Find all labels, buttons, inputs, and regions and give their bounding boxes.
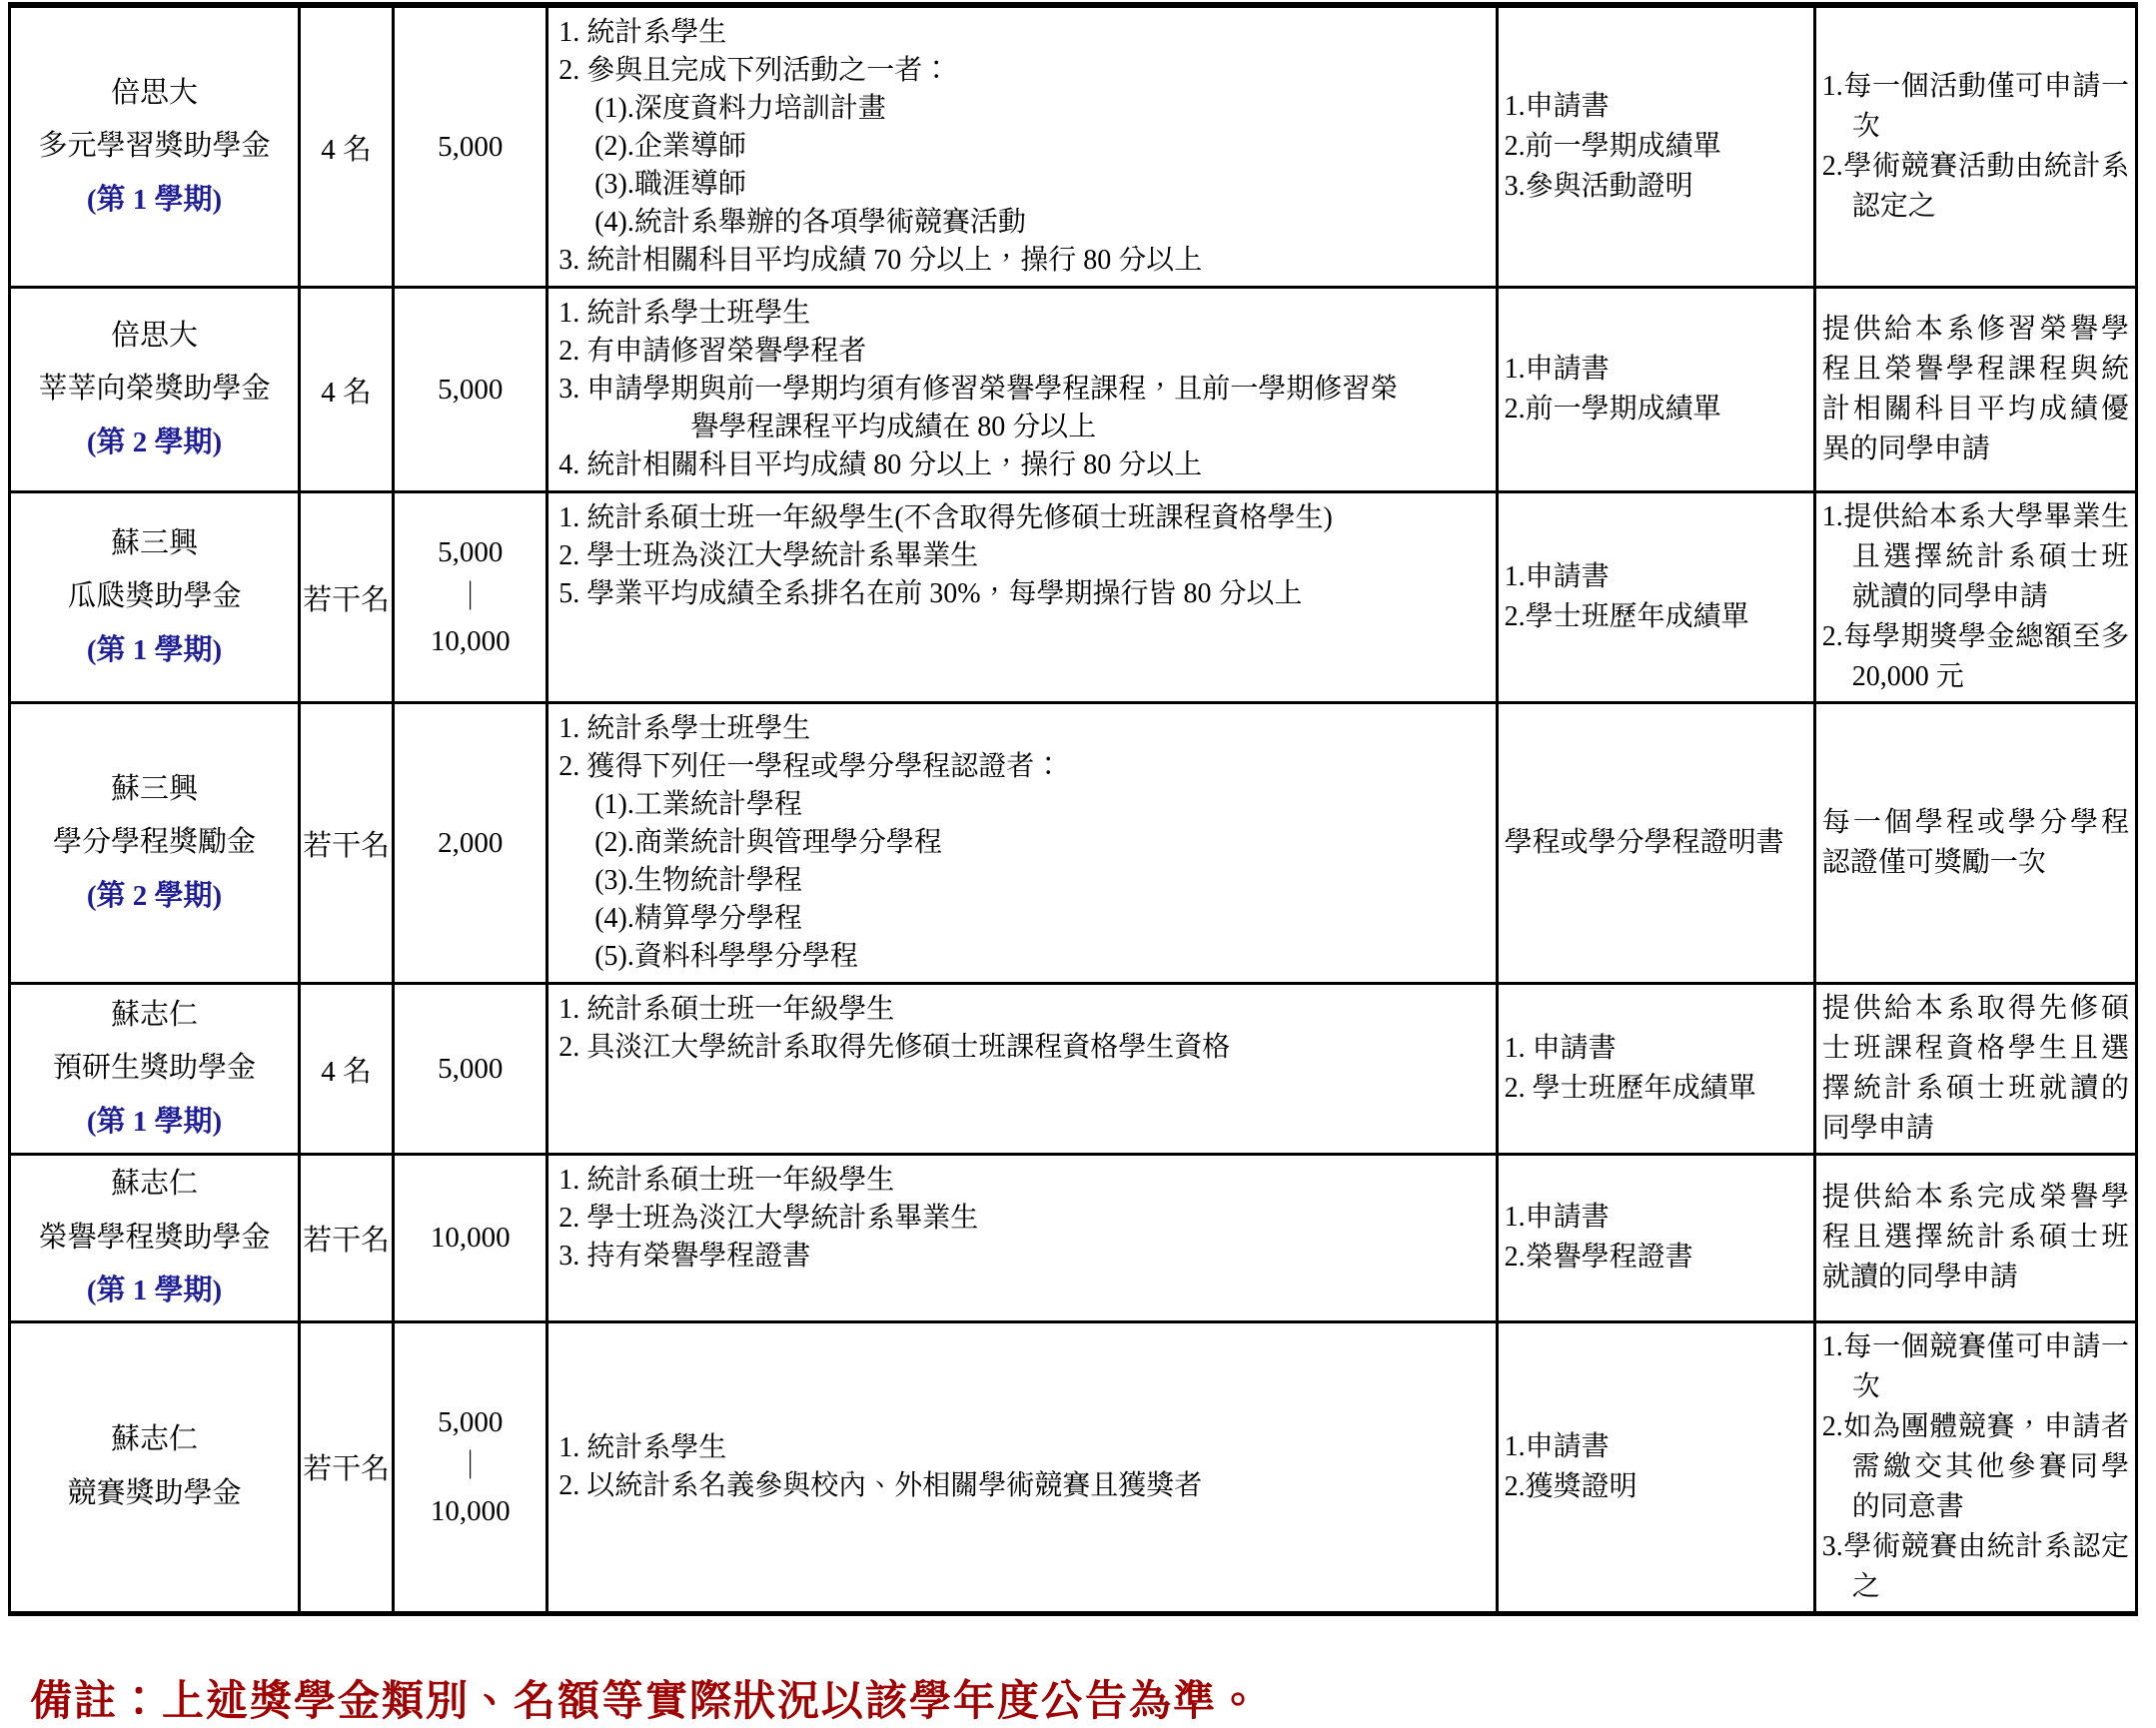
criteria-line: 4. 統計相關科目平均成績 80 分以上，操行 80 分以上	[558, 449, 1203, 480]
criteria-line: 5. 學業平均成績全系排名在前 30%，每學期操行皆 80 分以上	[558, 578, 1303, 609]
semester-label: (第 1 學期)	[86, 1105, 223, 1138]
note-item: 1.每一個競賽僅可申請一次	[1821, 1330, 2129, 1402]
document-line: 1.申請書	[1504, 561, 1610, 592]
quota-cell	[300, 1321, 394, 1613]
amount-line: 5,000	[438, 535, 504, 568]
table-row	[10, 492, 2137, 703]
criteria-line: 2. 具淡江大學統計系取得先修碩士班課程資格學生資格	[558, 1032, 1231, 1063]
scholarship-name-line: 莘莘向榮獎助學金	[38, 373, 271, 406]
amount-line: 5,000	[438, 373, 504, 406]
table-row	[10, 5, 2137, 288]
table-row	[10, 1321, 2137, 1613]
amount-line: 2,000	[438, 826, 504, 859]
quota-cell	[300, 1155, 394, 1322]
criteria-line: 3. 持有榮譽學程證書	[558, 1241, 811, 1272]
amount-line: 5,000	[438, 1405, 504, 1438]
scholarship-name-cell	[10, 288, 300, 492]
amount-cell	[394, 1155, 547, 1322]
note-item: 3.學術競賽由統計系認定之	[1821, 1530, 2129, 1602]
note-item: 2.學術競賽活動由統計系認定之	[1821, 151, 2129, 222]
scholarship-name-cell	[10, 984, 300, 1155]
notes-cell	[1814, 492, 2136, 703]
document-line: 1.申請書	[1504, 1202, 1610, 1234]
criteria-line: 譽學程課程平均成績在 80 分以上	[690, 412, 1097, 442]
criteria-cell	[547, 288, 1497, 492]
scholarship-name-cell	[10, 703, 300, 984]
document-line: 1.申請書	[1504, 1430, 1610, 1462]
document-line: 1. 申請書	[1504, 1033, 1617, 1064]
criteria-line: 3. 申請學期與前一學期均須有修習榮譽學程課程，且前一學期修習榮	[558, 374, 1399, 405]
semester-label: (第 2 學期)	[86, 426, 223, 458]
quota-value: 若干名	[303, 1453, 391, 1486]
quota-cell	[300, 984, 394, 1155]
document-line: 2.學士班歷年成績單	[1504, 601, 1749, 632]
documents-cell	[1497, 492, 1814, 703]
documents-cell	[1497, 5, 1814, 288]
criteria-line: 1. 統計系碩士班一年級學生	[558, 994, 895, 1025]
scholarship-name-line: 預研生獎助學金	[53, 1052, 257, 1085]
quota-value: 4 名	[321, 1055, 373, 1088]
note-paragraph: 提供給本系取得先修碩士班課程資格學生且選擇統計系碩士班就讀的同學申請	[1821, 993, 2129, 1144]
amount-line: ｜	[456, 1450, 486, 1483]
scholarship-name-line: 蘇志仁	[111, 1423, 199, 1456]
note-item: 1.提供給本系大學畢業生且選擇統計系碩士班就讀的同學申請	[1821, 501, 2129, 612]
criteria-line: (3).職涯導師	[594, 169, 746, 200]
documents-cell	[1497, 984, 1814, 1155]
amount-cell	[394, 703, 547, 984]
amount-cell	[394, 288, 547, 492]
criteria-line: (4).精算學分學程	[594, 903, 802, 934]
criteria-line: 1. 統計系碩士班一年級學生(不含取得先修碩士班課程資格學生)	[558, 502, 1333, 533]
quota-value: 若干名	[303, 1224, 391, 1257]
criteria-line: 1. 統計系學士班學生	[558, 298, 811, 329]
scholarship-name-cell	[10, 5, 300, 288]
quota-value: 若干名	[303, 583, 391, 616]
semester-label: (第 1 學期)	[86, 1275, 223, 1307]
note-paragraph: 每一個學程或學分學程認證僅可獎勵一次	[1821, 807, 2129, 878]
scholarship-name-cell	[10, 492, 300, 703]
amount-line: 10,000	[430, 1221, 511, 1254]
note-item: 2.如為團體競賽，申請者需繳交其他參賽同學的同意書	[1821, 1410, 2129, 1522]
document-line: 2.榮譽學程證書	[1504, 1242, 1693, 1274]
quota-cell	[300, 5, 394, 288]
criteria-line: 3. 統計相關科目平均成績 70 分以上，操行 80 分以上	[558, 245, 1203, 276]
amount-line: 10,000	[430, 1495, 511, 1528]
criteria-cell	[547, 984, 1497, 1155]
criteria-line: (1).深度資料力培訓計畫	[594, 93, 886, 124]
scholarship-name-line: 蘇三興	[111, 772, 199, 805]
documents-cell	[1497, 703, 1814, 984]
notes-cell	[1814, 5, 2136, 288]
scholarship-name-cell	[10, 1155, 300, 1322]
semester-label: (第 1 學期)	[86, 183, 223, 216]
quota-cell	[300, 703, 394, 984]
criteria-line: 1. 統計系學生	[558, 1431, 727, 1463]
amount-cell	[394, 492, 547, 703]
notes-cell	[1814, 1321, 2136, 1613]
criteria-line: 2. 獲得下列任一學程或學分學程認證者：	[558, 751, 1063, 782]
amount-line: ｜	[456, 580, 486, 613]
semester-label: (第 2 學期)	[86, 879, 223, 912]
criteria-cell	[547, 5, 1497, 288]
criteria-cell	[547, 1155, 1497, 1322]
amount-line: 5,000	[438, 130, 504, 163]
criteria-line: (4).統計系舉辦的各項學術競賽活動	[594, 207, 1026, 238]
criteria-line: 2. 以統計系名義參與校內、外相關學術競賽且獲獎者	[558, 1469, 1203, 1501]
amount-line: 5,000	[438, 1052, 504, 1085]
documents-cell	[1497, 1321, 1814, 1613]
criteria-line: 2. 參與且完成下列活動之一者：	[558, 55, 951, 86]
document-line: 2.獲獎證明	[1504, 1470, 1637, 1502]
table-row	[10, 703, 2137, 984]
scholarship-name-line: 倍思大	[111, 319, 199, 352]
scholarship-name-line: 瓜瓞獎助學金	[67, 580, 242, 613]
quota-cell	[300, 288, 394, 492]
quota-value: 4 名	[321, 376, 373, 409]
scholarship-name-cell	[10, 1321, 300, 1613]
documents-cell	[1497, 1155, 1814, 1322]
notes-cell	[1814, 703, 2136, 984]
note-paragraph: 提供給本系修習榮譽學程且榮譽學程課程與統計相關科目平均成績優異的同學申請	[1821, 314, 2129, 464]
note-paragraph: 提供給本系完成榮譽學程且選擇統計系碩士班就讀的同學申請	[1821, 1182, 2129, 1294]
criteria-line: 1. 統計系碩士班一年級學生	[558, 1165, 895, 1196]
criteria-line: (3).生物統計學程	[594, 865, 802, 896]
table-row	[10, 1155, 2137, 1322]
criteria-line: 2. 學士班為淡江大學統計系畢業生	[558, 540, 979, 571]
criteria-line: (5).資料科學學分學程	[594, 941, 858, 972]
document-line: 1.申請書	[1504, 91, 1610, 122]
scholarship-name-line: 學分學程獎勵金	[53, 826, 257, 859]
table-row	[10, 288, 2137, 492]
table-row	[10, 984, 2137, 1155]
criteria-cell	[547, 703, 1497, 984]
scholarship-name-line: 蘇志仁	[111, 1168, 199, 1200]
scholarship-name-line: 蘇三興	[111, 526, 199, 559]
documents-cell	[1497, 288, 1814, 492]
scholarship-name-line: 榮譽學程獎助學金	[38, 1221, 271, 1254]
criteria-line: 1. 統計系學生	[558, 17, 727, 48]
scholarship-name-line: 多元學習獎助學金	[38, 130, 271, 163]
document-line: 學程或學分學程證明書	[1504, 827, 1784, 858]
quota-value: 若干名	[303, 829, 391, 862]
criteria-line: 1. 統計系學士班學生	[558, 713, 811, 744]
document-line: 1.申請書	[1504, 354, 1610, 385]
criteria-cell	[547, 1321, 1497, 1613]
criteria-line: (1).工業統計學程	[594, 789, 802, 820]
notes-cell	[1814, 1155, 2136, 1322]
document-line: 3.參與活動證明	[1504, 171, 1693, 202]
footer-note: 備註：上述獎學金類別、名額等實際狀況以該學年度公告為準。	[30, 1678, 1262, 1725]
document-line: 2.前一學期成績單	[1504, 394, 1721, 425]
amount-cell	[394, 984, 547, 1155]
document-line: 2.前一學期成績單	[1504, 131, 1721, 162]
criteria-line: (2).企業導師	[594, 131, 746, 162]
criteria-line: 2. 學士班為淡江大學統計系畢業生	[558, 1203, 979, 1234]
scholarship-table	[8, 2, 2138, 1616]
note-item: 2.每學期獎學金總額至多 20,000 元	[1821, 621, 2129, 692]
document-line: 2. 學士班歷年成績單	[1504, 1073, 1756, 1104]
notes-cell	[1814, 984, 2136, 1155]
note-item: 1.每一個活動僅可申請一次	[1821, 71, 2129, 142]
scholarship-name-line: 蘇志仁	[111, 998, 199, 1031]
scholarship-name-line: 倍思大	[111, 76, 199, 109]
amount-line: 10,000	[430, 625, 511, 658]
criteria-line: 2. 有申請修習榮譽學程者	[558, 336, 867, 367]
amount-cell	[394, 1321, 547, 1613]
criteria-line: (2).商業統計與管理學分學程	[594, 827, 942, 858]
amount-cell	[394, 5, 547, 288]
quota-value: 4 名	[321, 133, 373, 166]
criteria-cell	[547, 492, 1497, 703]
quota-cell	[300, 492, 394, 703]
notes-cell	[1814, 288, 2136, 492]
scholarship-name-line: 競賽獎助學金	[67, 1476, 242, 1509]
semester-label: (第 1 學期)	[86, 633, 223, 666]
